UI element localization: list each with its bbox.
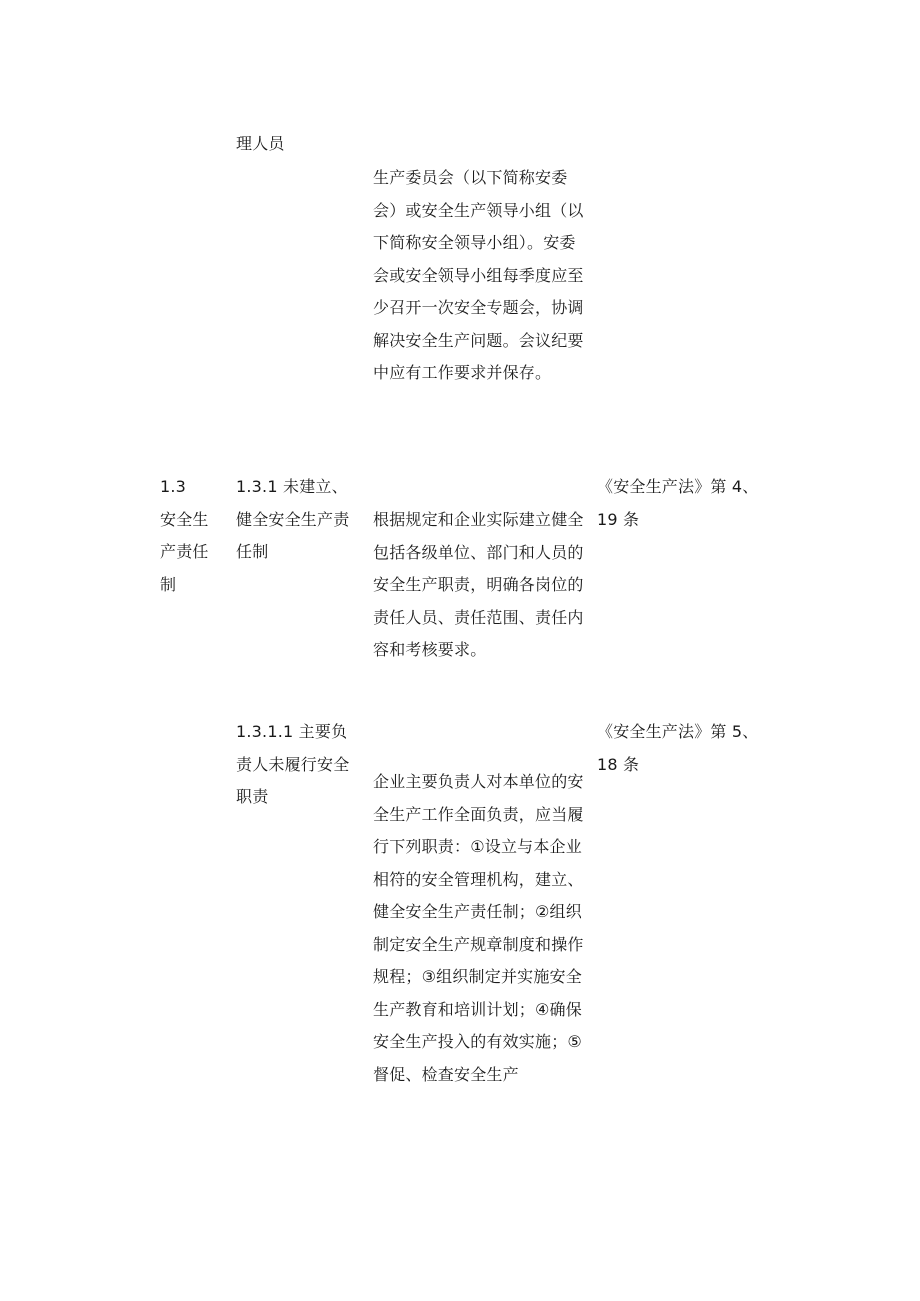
- row-1-basis: [597, 471, 767, 536]
- row-2-content: [236, 716, 362, 814]
- row-1-requirement-text: 根据规定和企业实际建立健全包括各级单位、部门和人员的安全生产职责，明确各岗位的责任人员、责任范围、责任内容和考核要求。: [373, 510, 584, 659]
- row-1-item-title: 安全生产责任制: [160, 509, 209, 594]
- row-1-item-number: 1.3: [160, 477, 187, 496]
- row-0-content: [236, 128, 362, 161]
- row-1-content: [236, 471, 362, 569]
- row-0-content-text: 理人员: [236, 134, 285, 153]
- row-2-content-text: 1.3.1.1 主要负责人未履行安全职责: [236, 722, 350, 806]
- row-2-requirement: [373, 766, 585, 1091]
- row-2-requirement-text: 企业主要负责人对本单位的安全生产工作全面负责，应当履行下列职责：①设立与本企业相符的安全管理机构，建立、健全安全生产责任制；②组织制定安全生产规章制度和操作规程；③组织制定并实施安全生产教育和培训计划；④确保安全生产投入的有效实施；⑤督促、检查安全生产: [373, 772, 584, 1084]
- row-0-requirement: [373, 162, 585, 390]
- row-1-requirement: [373, 504, 585, 667]
- row-1-basis-text: 《安全生产法》第 4、19 条: [597, 477, 759, 529]
- row-1-item: [160, 471, 222, 601]
- row-1-content-text: 1.3.1 未建立、健全安全生产责任制: [236, 477, 350, 561]
- row-2-basis: [597, 716, 767, 781]
- row-2-basis-text: 《安全生产法》第 5、18 条: [597, 722, 759, 774]
- row-0-requirement-text: 生产委员会（以下简称安委会）或安全生产领导小组（以下简称安全领导小组）。安委会或安全领导小组每季度应至少召开一次安全专题会，协调解决安全生产问题。会议纪要中应有工作要求并保存。: [373, 168, 584, 382]
